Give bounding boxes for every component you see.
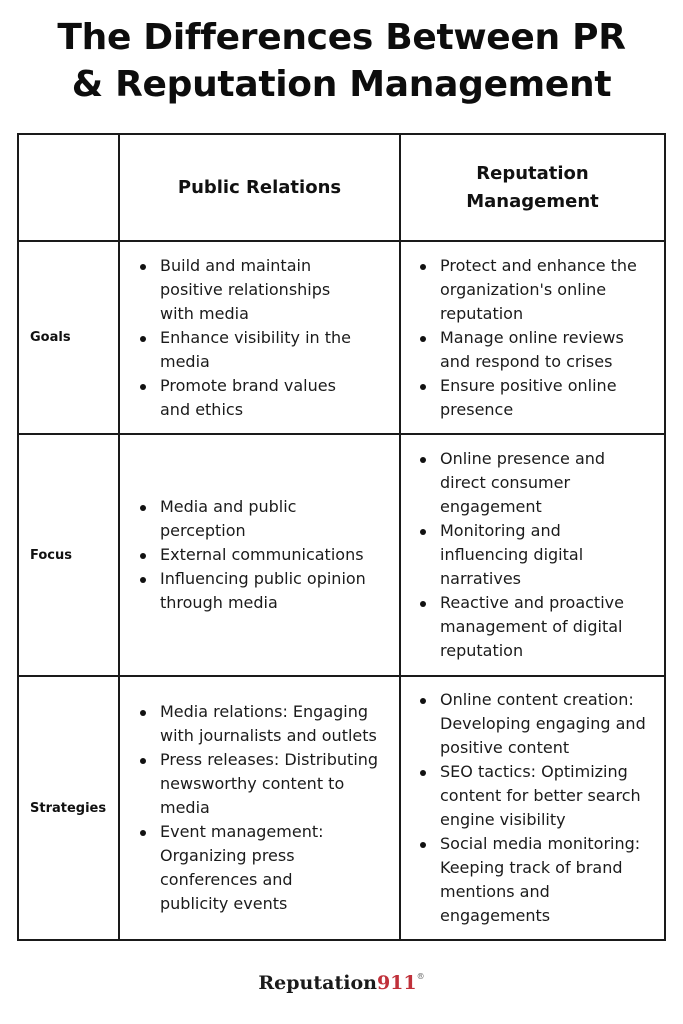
list-item: Media and public perception [160, 495, 360, 543]
header-public-relations [120, 135, 401, 240]
table-row-strategies [19, 677, 664, 939]
bullet-list [401, 688, 658, 928]
list-item: Online presence and direct consumer engagement [440, 447, 630, 519]
rm-cell [401, 242, 664, 433]
list-item: Reactive and proactive management of digital reputation [440, 591, 652, 663]
header-label-line-2: Management [466, 190, 599, 212]
list-item: Promote brand values and ethics [160, 374, 370, 422]
list-item: Ensure positive online presence [440, 374, 640, 422]
table-header-row [19, 135, 664, 242]
header-reputation-management [401, 135, 664, 240]
row-label: Focus [19, 435, 120, 675]
bullet-list [401, 447, 652, 663]
pr-cell [120, 435, 401, 675]
row-label: Goals [19, 242, 120, 433]
brand-logo [0, 972, 683, 994]
rm-cell [401, 435, 664, 675]
table-row-goals [19, 242, 664, 435]
header-label-line-1: Reputation [476, 162, 589, 184]
list-item: Enhance visibility in the media [160, 326, 375, 374]
list-item: Influencing public opinion through media [160, 567, 396, 615]
bullet-list [120, 254, 375, 422]
pr-cell [120, 242, 401, 433]
list-item: External communications [160, 543, 396, 567]
title-line-2: & Reputation Management [71, 64, 612, 105]
list-item: Monitoring and influencing digital narratives [440, 519, 610, 591]
list-item: Online content creation: Developing engaging and positive content [440, 688, 658, 760]
list-item: Event management: Organizing press conferences and publicity events [160, 820, 350, 916]
registered-mark-icon: ® [416, 972, 425, 981]
pr-cell [120, 677, 401, 939]
bullet-list [401, 254, 645, 422]
list-item: Press releases: Distributing newsworthy content to media [160, 748, 386, 820]
logo-text: Reputation [258, 972, 377, 994]
title-line-1: The Differences Between PR [57, 17, 626, 58]
list-item: Media relations: Engaging with journalists and outlets [160, 700, 396, 748]
list-item: SEO tactics: Optimizing content for better search engine visibility [440, 760, 648, 832]
list-item: Manage online reviews and respond to crises [440, 326, 645, 374]
bullet-list [120, 495, 396, 615]
logo-number: 911 [376, 972, 417, 994]
list-item: Build and maintain positive relationships with media [160, 254, 360, 326]
bullet-list [120, 700, 396, 916]
comparison-table [17, 133, 666, 941]
row-label: Strategies [19, 677, 120, 939]
table-row-focus [19, 435, 664, 677]
list-item: Social media monitoring: Keeping track of brand mentions and engagements [440, 832, 656, 928]
list-item: Protect and enhance the organization's online reputation [440, 254, 640, 326]
page-title [0, 14, 683, 108]
rm-cell [401, 677, 664, 939]
header-empty-cell [19, 135, 120, 240]
header-label: Public Relations [177, 176, 342, 198]
